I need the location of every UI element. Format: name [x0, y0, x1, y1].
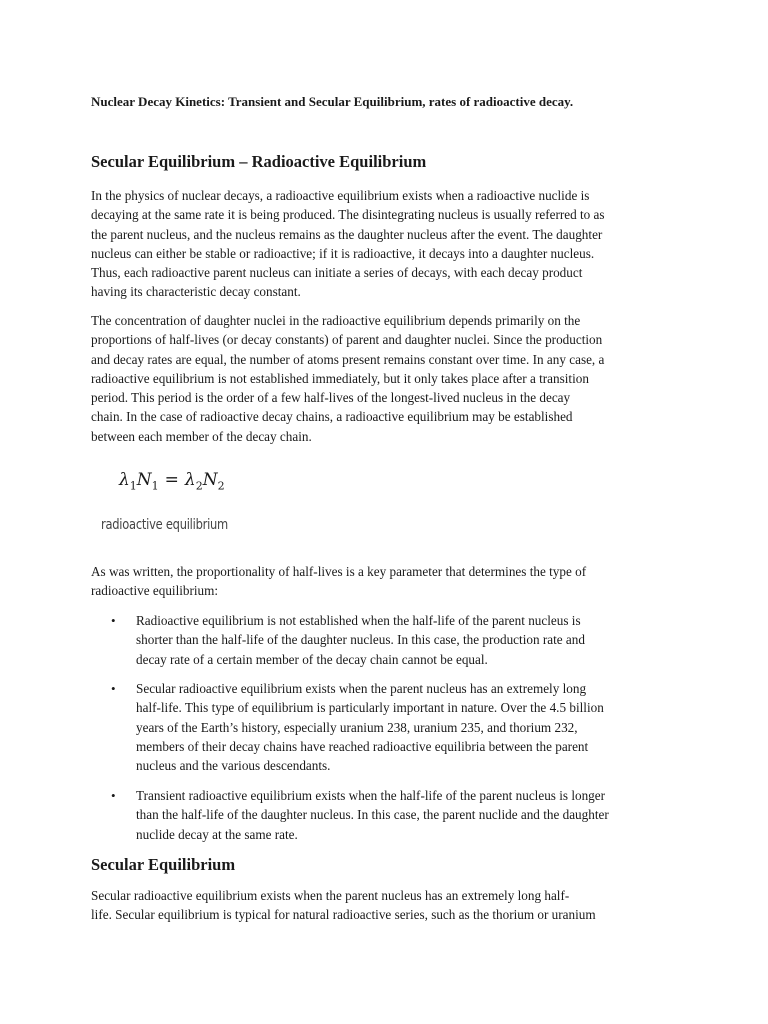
- text-line: radioactive equilibrium:: [91, 583, 219, 599]
- equilibrium-equation: [119, 470, 225, 492]
- text-line: decaying at the same rate it is being produced. The disintegrating nucleus is usually referred to as: [91, 207, 605, 223]
- subscript: 1: [151, 479, 159, 493]
- text-line: nucleus can either be stable or radioactive; if it is radioactive, it decays into a daughter nucleus.: [91, 245, 595, 261]
- text-line: chain. In the case of radioactive decay chains, a radioactive equilibrium may be established: [91, 409, 573, 425]
- text-line: Secular radioactive equilibrium exists when the parent nucleus has an extremely long: [136, 681, 587, 696]
- text-line: The concentration of daughter nuclei in the radioactive equilibrium depends primarily on the: [91, 313, 581, 328]
- subscript: 1: [129, 479, 137, 493]
- text-line: half-life. This type of equilibrium is particularly important in nature. Over the 4.5 billion: [136, 700, 604, 716]
- subscript: 2: [195, 479, 203, 493]
- text-line: life. Secular equilibrium is typical for natural radioactive series, such as the thorium or uranium: [91, 907, 596, 923]
- text-line: proportions of half-lives (or decay constants) of parent and daughter nuclei. Since the production: [91, 332, 603, 348]
- list-item-text: [136, 679, 676, 775]
- text-line: having its characteristic decay constant.: [91, 284, 301, 300]
- text-line: nucleus and the various descendants.: [136, 758, 331, 774]
- text-line: Thus, each radioactive parent nucleus can initiate a series of decays, with each decay product: [91, 265, 583, 281]
- text-line: nuclide decay at the same rate.: [136, 826, 298, 842]
- text-line: Transient radioactive equilibrium exists when the half-life of the parent nucleus is longer: [136, 788, 606, 803]
- section-heading-secular-equilibrium: Secular Equilibrium: [91, 855, 236, 874]
- text-line: decay rate of a certain member of the decay chain cannot be equal.: [136, 651, 488, 667]
- text-line: In the physics of nuclear decays, a radioactive equilibrium exists when a radioactive nuclide is: [91, 188, 590, 203]
- subscript: 2: [217, 479, 225, 493]
- paragraph-proportionality: [91, 562, 671, 601]
- section-heading-radioactive-equilibrium: Secular Equilibrium – Radioactive Equilibrium: [91, 152, 427, 171]
- text-line: shorter than the half-life of the daughter nucleus. In this case, the production rate and: [136, 632, 585, 648]
- text-line: members of their decay chains have reached radioactive equilibria between the parent: [136, 738, 589, 754]
- text-line: the parent nucleus, and the nucleus remains as the daughter nucleus after the event. The daughter: [91, 226, 603, 242]
- text-line: than the half-life of the daughter nucleus. In this case, the parent nuclide and the daughter: [136, 807, 609, 823]
- text-line: radioactive equilibrium is not established immediately, but it only takes place after a transition: [91, 370, 589, 386]
- equals-sign: =: [164, 470, 179, 490]
- bullet-icon: •: [111, 613, 116, 628]
- list-item-text: [136, 786, 676, 844]
- document-title: Nuclear Decay Kinetics: Transient and Secular Equilibrium, rates of radioactive decay.: [91, 94, 574, 109]
- text-line: As was written, the proportionality of half-lives is a key parameter that determines the type of: [91, 564, 587, 579]
- lambda-symbol: λ: [184, 470, 196, 490]
- text-line: Radioactive equilibrium is not established when the half-life of the parent nucleus is: [136, 613, 581, 628]
- text-line: between each member of the decay chain.: [91, 428, 312, 444]
- variable-n: N: [202, 470, 218, 490]
- paragraph-intro: [91, 186, 671, 302]
- paragraph-secular: [91, 886, 671, 925]
- bullet-icon: •: [111, 681, 116, 696]
- list-item-text: [136, 611, 676, 669]
- lambda-symbol: λ: [119, 470, 130, 490]
- text-line: years of the Earth’s history, especially uranium 238, uranium 235, and thorium 232,: [136, 719, 578, 735]
- text-line: Secular radioactive equilibrium exists when the parent nucleus has an extremely long half-: [91, 888, 570, 903]
- paragraph-concentration: [91, 311, 671, 446]
- text-line: and decay rates are equal, the number of atoms present remains constant over time. In any case, a: [91, 351, 605, 367]
- equation-caption: radioactive equilibrium: [101, 517, 228, 533]
- variable-n: N: [136, 470, 152, 490]
- text-line: period. This period is the order of a few half-lives of the longest-lived nucleus in the decay: [91, 390, 571, 406]
- bullet-icon: •: [111, 788, 116, 803]
